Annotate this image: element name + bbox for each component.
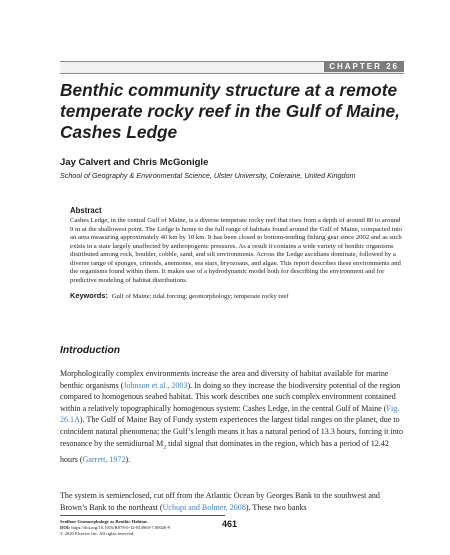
- text-span: ).: [125, 454, 131, 464]
- text-span: tidal signal that dominates in the region, which has a period of 12.42 hours (: [60, 438, 389, 464]
- footer-rule: [60, 515, 225, 516]
- copyright: © 2020 Elsevier Inc. All rights reserved.: [60, 530, 135, 536]
- doi-link[interactable]: https://doi.org/10.1016/B978-0-12-814960-7.00026-9: [71, 524, 171, 530]
- intro-paragraph-1: [60, 368, 408, 465]
- chapter-label: CHAPTER 26: [324, 61, 404, 72]
- authors: Jay Calvert and Chris McGonigle: [60, 157, 209, 168]
- text-span: ). The Gulf of Maine Bay of Fundy system experiences the largest tidal ranges on the planet, due to coincident natural phenomena; the Gulf’s length means it has a natural period of 13.3 hours, forcing it into resonance by the semidiurnal M: [60, 415, 404, 448]
- subscript: 2: [163, 444, 167, 451]
- text-span: ). These two banks: [245, 502, 307, 512]
- affiliation: School of Geography & Environmental Science, Ulster University, Coleraine, United Kingdom: [60, 171, 356, 180]
- chapter-title: Benthic community structure at a remote temperate rocky reef in the Gulf of Maine, Cashes Ledge: [60, 80, 400, 142]
- abstract-box: [64, 206, 404, 300]
- keywords-list: Gulf of Maine; tidal forcing; geomorphology; temperate rocky reef: [111, 293, 289, 300]
- book-title: Seafloor Geomorphology as Benthic Habitat.: [60, 519, 148, 524]
- keywords: [70, 291, 404, 300]
- text-span: The system is semienclosed, cut off from the Atlantic Ocean by Georges Bank to the southwest and Brown’s Bank to the northeast (: [60, 491, 380, 512]
- citation-link[interactable]: Johnson et al., 2003: [123, 380, 188, 390]
- intro-paragraph-2: [60, 490, 408, 513]
- doi-line: [60, 525, 170, 531]
- footer-info: [60, 519, 170, 536]
- citation-link[interactable]: Garrett, 1972: [82, 454, 126, 464]
- introduction-heading: Introduction: [60, 345, 121, 356]
- text-span: ). In doing so they increase the biodiversity potential of the region compared to homogenous seabed habitat. This work describes one such complex environment contained within a relatively topographically homogenous system: Cashes Ledge, in the central Gulf of Maine (: [60, 380, 401, 413]
- text-span: Morphologically complex environments increase the area and diversity of habitat available for marine benthic organisms (: [60, 369, 389, 390]
- keywords-label: Keywords:: [70, 291, 108, 300]
- page-number: 461: [222, 519, 238, 529]
- doi-label: DOI:: [60, 524, 71, 530]
- abstract-text: Cashes Ledge, in the central Gulf of Maine, is a diverse temperate rocky reef that rises from a depth of around 80 to around 9 m at the shallowest point. The Ledge is home to the full range of habitats found around the Gulf of Maine, compacted into an area measuring approximately 40 km by 10 km. It has been closed to bottom-tending fishing gear since 2002 and as such exists in a state largely unaffected by anthropogenic pressures. As a result it contains a wide variety of benthic organisms distributed among rock, boulder, cobble, sand, and silt environments. Across the Ledge ascidians dominate, followed by a diverse range of sponges, crinoids, anemones, sea stars, bryozoans, and algae. This report describes these environments and the organisms found within them. It makes use of a hydrodynamic model both for describing the environment and for predictive modeling of habitat distributions.: [70, 217, 403, 284]
- abstract-heading: Abstract: [70, 206, 102, 215]
- citation-link[interactable]: Uchupi and Bolmer, 2008: [162, 502, 246, 512]
- figure-link[interactable]: Fig. 26.1A: [60, 403, 400, 425]
- chapter-bar: [60, 61, 404, 74]
